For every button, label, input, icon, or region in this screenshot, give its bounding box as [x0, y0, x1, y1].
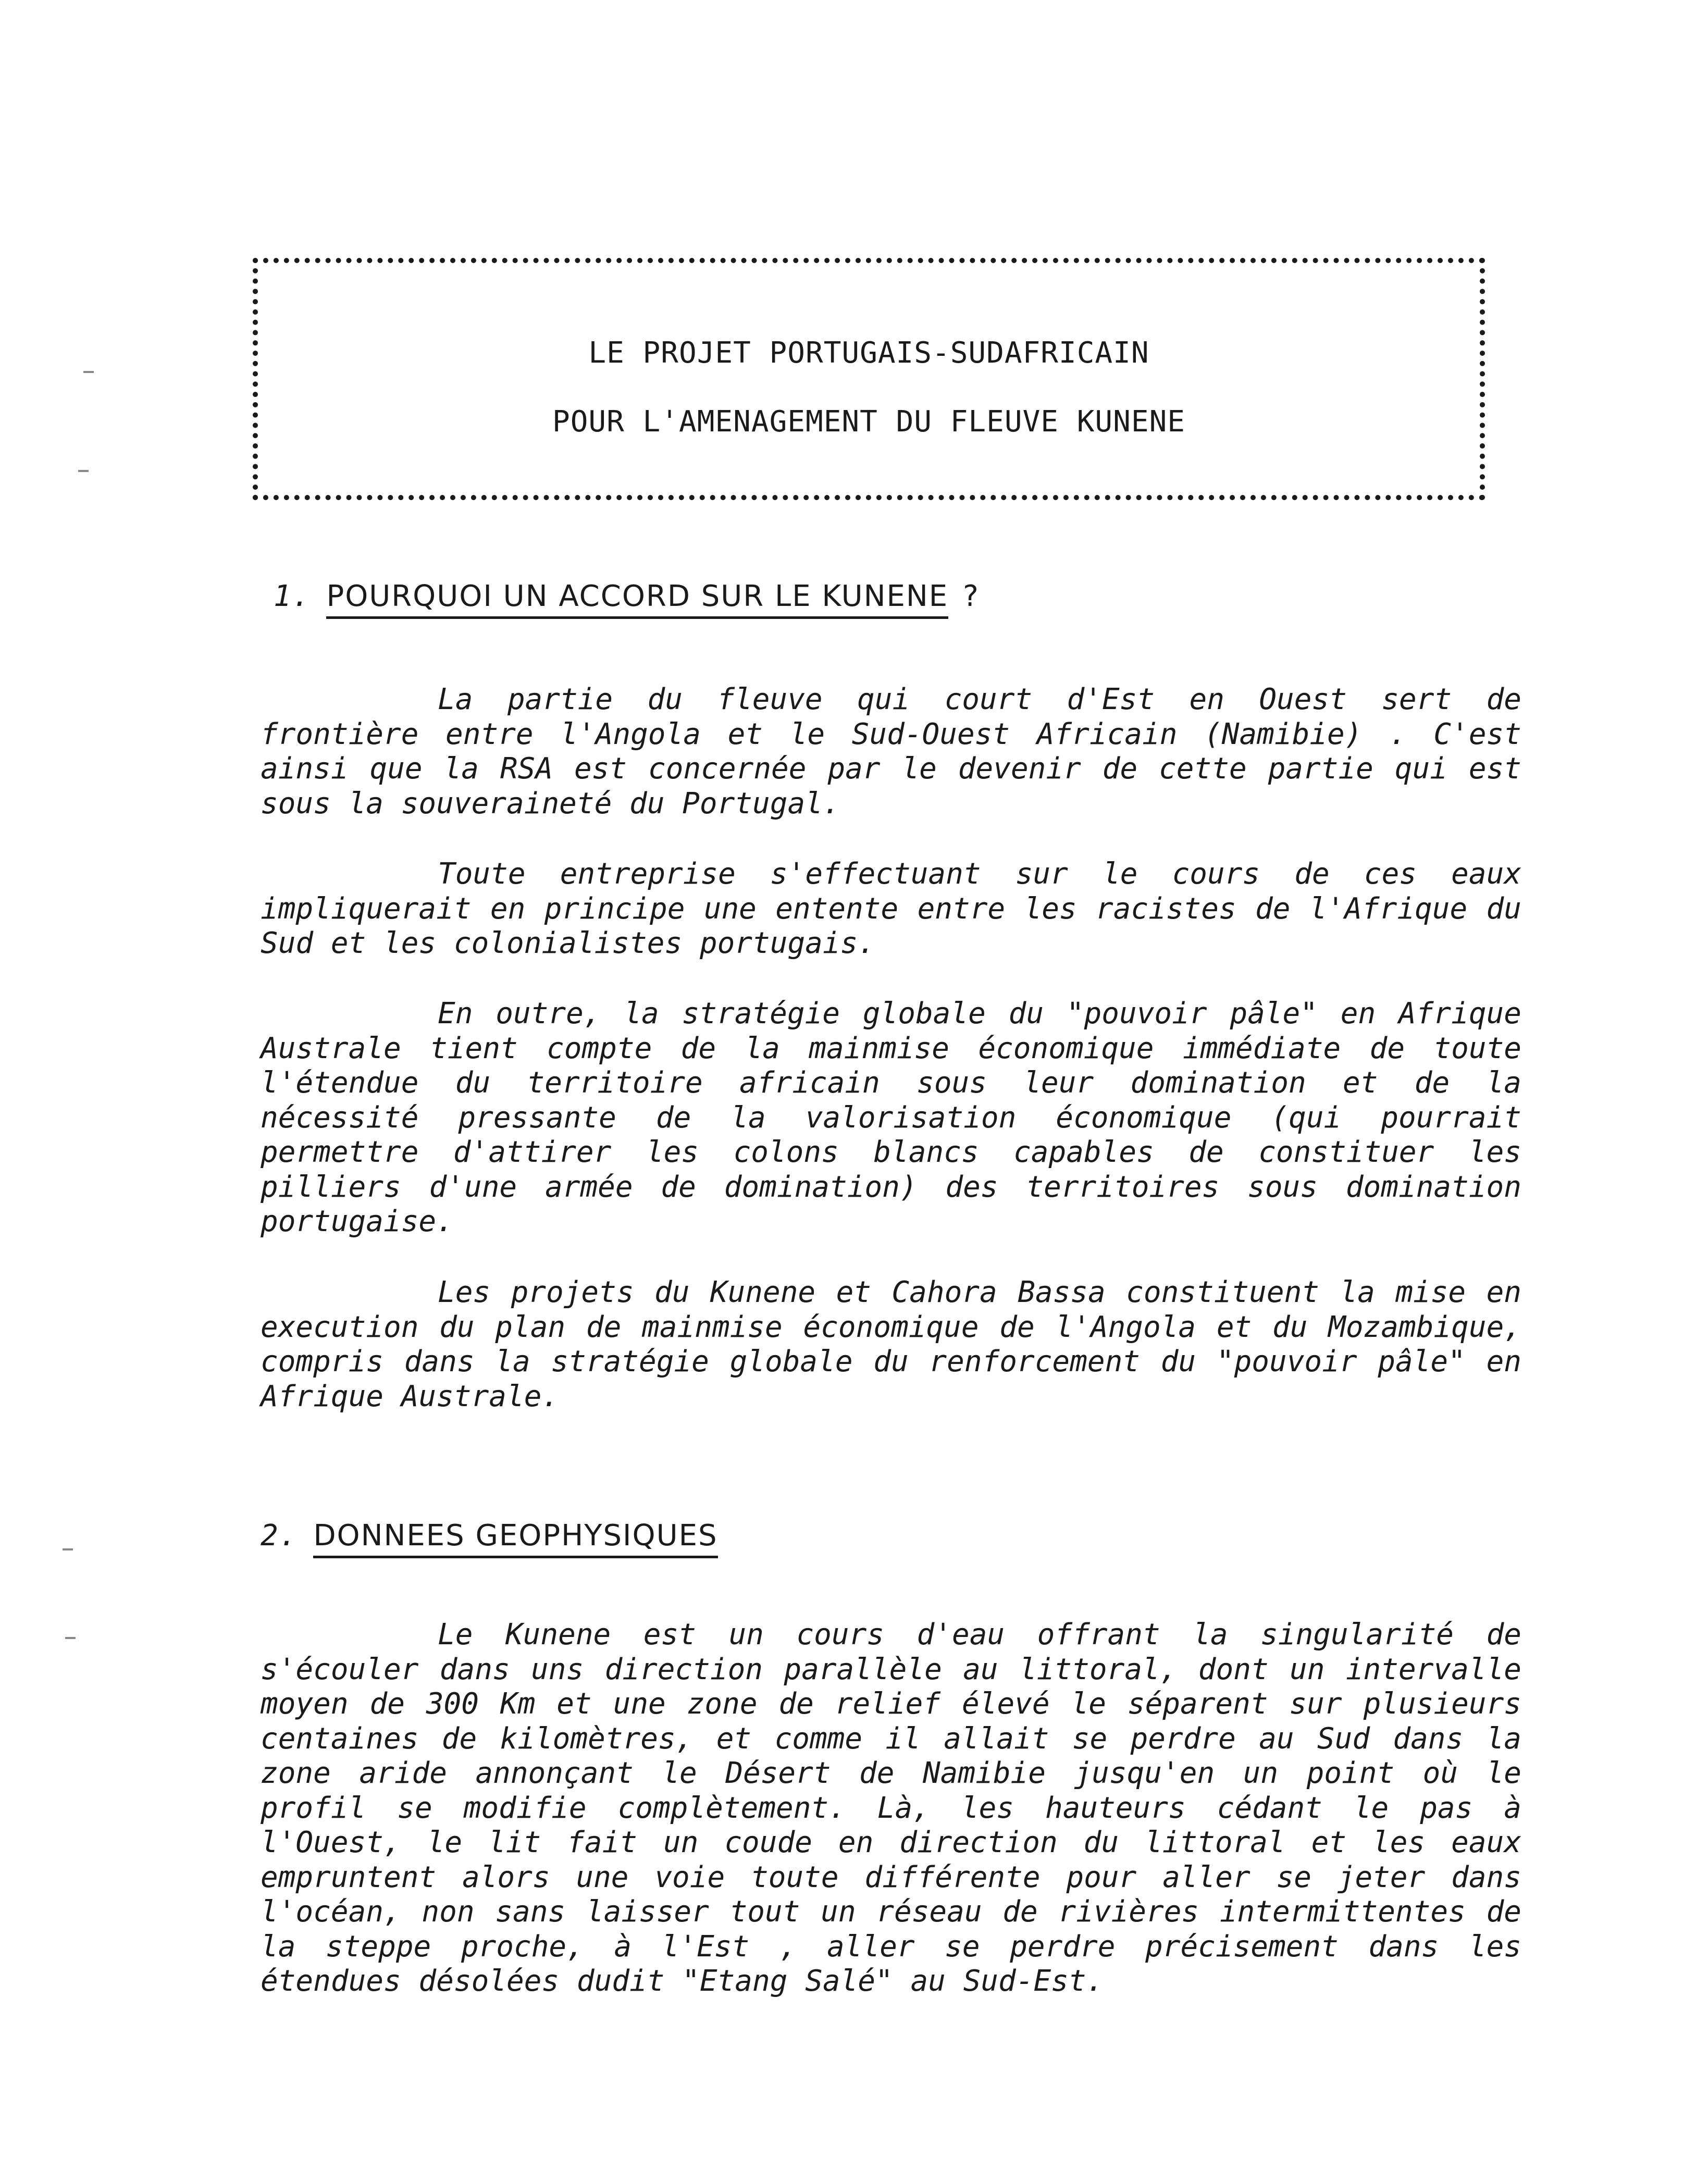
scan-mark	[63, 1548, 73, 1550]
scan-mark	[83, 371, 94, 373]
section-number: 1.	[274, 579, 311, 613]
section-title: POURQUOI UN ACCORD SUR LE KUNENE	[326, 579, 948, 619]
section-1-heading	[274, 579, 980, 613]
paragraph: La partie du fleuve qui court d'Est en Ouest sert de frontière entre l'Angola et le Sud-Ouest Africain (Namibie) . C'est ainsi que la RSA est concernée par le devenir de cette partie qui est sous la souveraineté du Portugal.	[261, 682, 1521, 821]
title-line-2: POUR L'AMENAGEMENT DU FLEUVE KUNENE	[552, 405, 1186, 439]
scan-mark	[65, 1637, 76, 1639]
paragraph: Le Kunene est un cours d'eau offrant la singularité de s'écouler dans uns direction parallèle au littoral, dont un intervalle moyen de 300 Km et une zone de relief élevé le séparent sur plusieurs centaines de kilomètres, et comme il allait se perdre au Sud dans la zone aride annonçant le Désert de Namibie jusqu'en un point où le profil se modifie complètement. Là, les hauteurs cédant le pas à l'Ouest, le lit fait un coude en direction du littoral et les eaux empruntent alors une voie toute différente pour aller se jeter dans l'océan, non sans laisser tout un réseau de rivières intermittentes de la steppe proche, à l'Est , aller se perdre précisement dans les étendues désolées dudit "Etang Salé" au Sud-Est.	[261, 1618, 1521, 1998]
section-number: 2.	[261, 1519, 298, 1553]
section-title: DONNEES GEOPHYSIQUES	[313, 1519, 717, 1558]
title-line-1: LE PROJET PORTUGAIS-SUDAFRICAIN	[588, 336, 1149, 370]
title-box	[253, 258, 1485, 500]
section-title-tail: ?	[963, 579, 980, 613]
paragraph: En outre, la stratégie globale du "pouvoir pâle" en Afrique Australe tient compte de la mainmise économique immédiate de toute l'étendue du territoire africain sous leur domination et de la nécessité pressante de la valorisation économique (qui pourrait permettre d'attirer les colons blancs capables de constituer les pilliers d'une armée de domination) des territoires sous domination portugaise.	[261, 997, 1521, 1238]
section-2-heading	[261, 1519, 733, 1553]
paragraph: Les projets du Kunene et Cahora Bassa constituent la mise en execution du plan de mainmise économique de l'Angola et du Mozambique, compris dans la stratégie globale du renforcement du "pouvoir pâle" en Afrique Australe.	[261, 1275, 1521, 1413]
paragraph: Toute entreprise s'effectuant sur le cours de ces eaux impliquerait en principe une entente entre les racistes de l'Afrique du Sud et les colonialistes portugais.	[261, 857, 1521, 960]
scan-mark	[78, 470, 89, 472]
